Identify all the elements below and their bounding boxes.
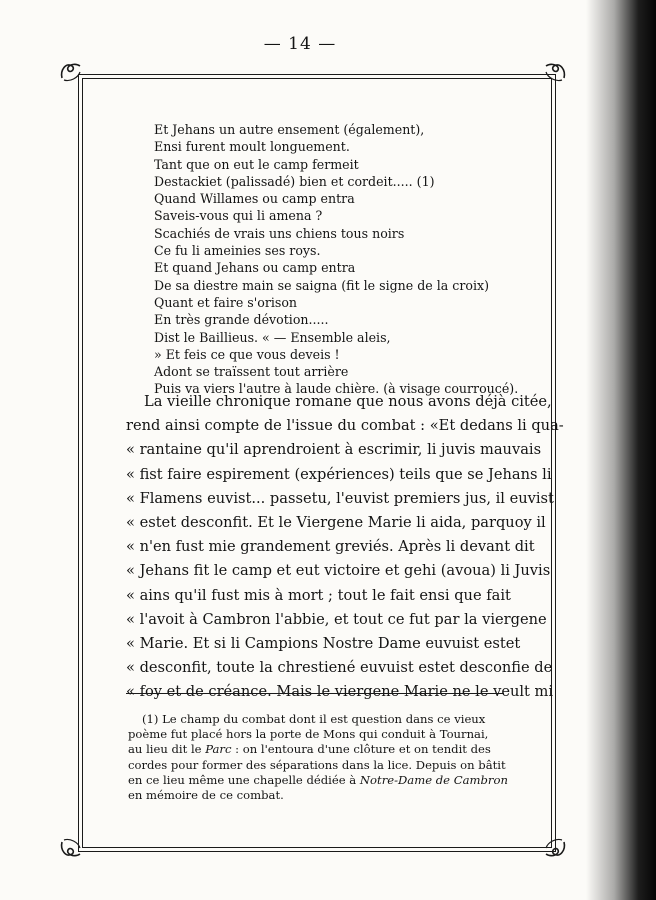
footnote-line: [128, 742, 508, 757]
verse-line: Destackiet (palissadé) bien et cordeit..... (1): [154, 173, 435, 189]
verse-line: Adont se traïssent tout arrière: [154, 364, 349, 380]
verse-line: Scachiés de vrais uns chiens tous noirs: [154, 225, 405, 241]
prose-line: La vieille chronique romane que nous avons déjà citée,: [144, 393, 552, 410]
corner-flourish-icon: [542, 836, 568, 862]
prose-line: « n'en fust mie grandement greviés. Après li devant dit: [126, 538, 535, 556]
footnote-text: : on l'entoura d'une clôture et on tendit des: [231, 742, 491, 757]
footnote-divider: [126, 693, 504, 694]
verse-line: De sa diestre main se saigna (fit le signe de la croix): [154, 277, 490, 293]
prose-line: « Marie. Et si li Campions Nostre Dame euvuist estet: [126, 634, 521, 652]
prose-line: « Jehans fit le camp et eut victoire et gehi (avoua) li Juvis: [126, 562, 551, 580]
prose-line: « estet desconfit. Et le Viergene Marie li aida, parquoy il: [126, 513, 546, 531]
verse-line: Dist le Baillieus. « — Ensemble aleis,: [154, 329, 391, 345]
footnote-text: en ce lieu même une chapelle dédiée à: [128, 772, 360, 787]
corner-flourish-icon: [58, 836, 84, 862]
prose-line: « foy et de créance. Mais le viergene Marie ne le veult mi: [126, 683, 554, 701]
prose-line: « desconfit, toute la chrestiené euvuist estet desconfie de: [126, 659, 553, 677]
footnote-line: (1) Le champ du combat dont il est question dans ce vieux: [142, 712, 486, 726]
footnote-line: cordes pour former des séparations dans la lice. Depuis on bâtit: [128, 757, 506, 772]
page-gutter-shadow: [586, 0, 656, 900]
verse-line: Tant que on eut le camp fermeit: [154, 156, 359, 172]
corner-flourish-icon: [542, 58, 568, 84]
prose-paragraph: [126, 390, 564, 704]
prose-line: « ains qu'il fust mis à mort ; tout le fait ensi que fait: [126, 586, 511, 604]
verse-line: Et quand Jehans ou camp entra: [154, 260, 356, 276]
verse-line: Quand Willames ou camp entra: [154, 191, 355, 207]
page-number: — 14 —: [263, 34, 337, 54]
footnote-place-name: Parc: [205, 742, 232, 757]
verse-line: Ce fu li ameinies ses roys.: [154, 243, 321, 259]
prose-line: rend ainsi compte de l'issue du combat : «Et dedans li qua-: [126, 417, 564, 435]
verse-block: [154, 121, 519, 398]
footnote-line: en mémoire de ce combat.: [128, 787, 284, 802]
prose-line: « fist faire espirement (expériences) teils que se Jehans li: [126, 465, 552, 483]
prose-line: « rantaine qu'il aprendroient à escrimir, li juvis mauvais: [126, 441, 542, 459]
footnote-line: [128, 773, 508, 788]
footnote-chapel-name: Notre-Dame de Cambron: [359, 772, 508, 787]
verse-line: Puis va viers l'autre à laude chière. (à visage courroucé).: [154, 381, 519, 397]
verse-line: Quant et faire s'orison: [154, 294, 298, 310]
prose-line: « l'avoit à Cambron l'abbie, et tout ce fut par la viergene: [126, 610, 547, 628]
corner-flourish-icon: [58, 58, 84, 84]
verse-line: Ensi furent moult longuement.: [154, 139, 350, 155]
footnote-text: au lieu dit le: [128, 742, 206, 757]
verse-line: Et Jehans un autre ensement (également),: [154, 122, 425, 137]
prose-line: « Flamens euvist... passetu, l'euvist premiers jus, il euvist: [126, 489, 554, 507]
footnote-line: poème fut placé hors la porte de Mons qui conduit à Tournai,: [128, 727, 489, 742]
verse-line: En très grande dévotion.....: [154, 312, 329, 328]
verse-line: Saveis-vous qui li amena ?: [154, 208, 323, 224]
footnote: [128, 712, 508, 803]
verse-line: » Et feis ce que vous deveis !: [154, 346, 340, 362]
